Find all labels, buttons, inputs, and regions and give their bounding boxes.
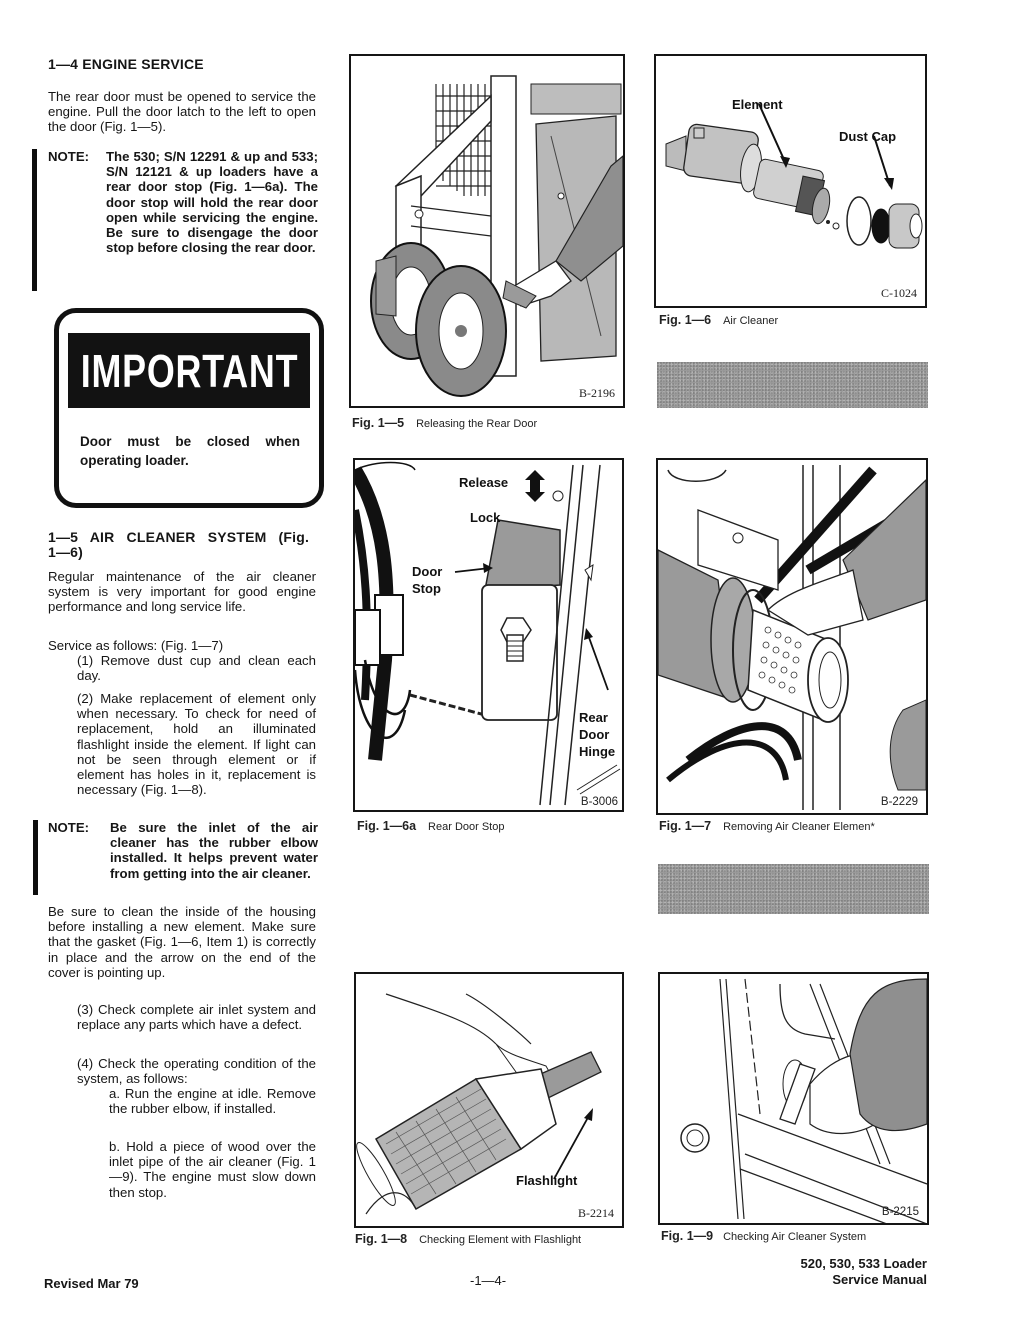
callout-dust-cap: Dust Cap xyxy=(839,129,897,144)
figure-caption-text: Releasing the Rear Door xyxy=(416,418,538,430)
figure-code: B-2215 xyxy=(881,1206,919,1218)
note-rubber-elbow xyxy=(48,820,318,881)
figure-caption-text: Checking Air Cleaner System xyxy=(723,1231,867,1243)
note-label: NOTE: xyxy=(48,820,90,835)
figure-1-6-caption xyxy=(659,313,778,327)
figure-1-9-checking-air-cleaner-system xyxy=(658,972,929,1225)
heading-line-1: 1—5 AIR CLEANER SYSTEM (Fig. xyxy=(48,529,310,545)
note-rear-door-stop xyxy=(48,149,318,255)
figure-1-9-caption xyxy=(661,1229,866,1243)
revision-bar xyxy=(32,149,37,291)
note-text: The 530; S/N 12291 & up and 533; S/N 12121 & up loaders have a rear door stop (Fig. 1—6a). The door stop will hold the rear door open while servicing the engine. Be sure to disengage the door stop before closing the rear door. xyxy=(106,149,318,256)
callout-lock: Lock xyxy=(470,510,501,525)
callout-door-stop xyxy=(412,563,442,597)
figure-code: B-2196 xyxy=(579,386,615,400)
halftone-placeholder-block xyxy=(658,864,929,914)
callout-line: Rear xyxy=(579,710,608,725)
figure-1-8-caption xyxy=(355,1232,581,1246)
note-text: Be sure the inlet of the air cleaner has the rubber elbow installed. It helps prevent water from getting into the air cleaner. xyxy=(110,820,318,881)
air-cleaner-system-illustration xyxy=(660,974,927,1223)
footer-page-number: -1—4- xyxy=(470,1273,507,1288)
important-banner xyxy=(68,333,310,408)
step-3: (3) Check complete air inlet system and replace any parts which have a defect. xyxy=(77,1002,316,1033)
figure-number: Fig. 1—8 xyxy=(355,1232,408,1246)
figure-number: Fig. 1—9 xyxy=(661,1229,714,1243)
air-cleaner-intro: Regular maintenance of the air cleaner system is very important for good engine performance and long service life. xyxy=(48,569,316,615)
housing-text: Be sure to clean the inside of the housing before installing a new element. Make sure that the gasket (Fig. 1—6, Item 1) is correctly in place and the arrow on the end of the cover is pointing up. xyxy=(48,904,316,980)
figure-code: C-1024 xyxy=(881,286,917,300)
step-4: (4) Check the operating condition of the system, as follows: xyxy=(77,1056,316,1087)
callout-element: Element xyxy=(732,97,783,112)
figure-code: B-3006 xyxy=(580,796,618,808)
callout-line: Hinge xyxy=(579,744,616,759)
important-sign xyxy=(54,308,324,508)
figure-caption-text: Rear Door Stop xyxy=(428,821,505,833)
callout-rear-door-hinge xyxy=(579,709,615,760)
figure-caption-text: Checking Element with Flashlight xyxy=(419,1234,582,1246)
figure-1-6-air-cleaner xyxy=(654,54,927,308)
footer-title-line-1: 520, 530, 533 Loader xyxy=(800,1256,927,1271)
figure-number: Fig. 1—6 xyxy=(659,313,712,327)
figure-caption-text: Air Cleaner xyxy=(723,315,779,327)
callout-flashlight: Flashlight xyxy=(516,1173,578,1188)
callout-line: Stop xyxy=(412,581,441,596)
engine-service-intro: The rear door must be opened to service the engine. Pull the door latch to the left to open the door (Fig. 1—5). xyxy=(48,89,316,135)
figure-1-5-releasing-rear-door xyxy=(349,54,625,408)
substep-a: a. Run the engine at idle. Remove the rubber elbow, if installed. xyxy=(109,1086,316,1117)
figure-number: Fig. 1—6a xyxy=(357,819,417,833)
step-1: (1) Remove dust cup and clean each day. xyxy=(77,653,316,684)
important-text: Door must be closed when operating loader. xyxy=(80,434,300,468)
callout-line: Door xyxy=(579,727,610,742)
section-heading-engine-service: 1—4 ENGINE SERVICE xyxy=(48,56,204,72)
loader-rear-door-illustration xyxy=(351,56,623,406)
figure-number: Fig. 1—7 xyxy=(659,819,712,833)
service-intro: Service as follows: (Fig. 1—7) xyxy=(48,638,224,653)
figure-1-8-checking-element-flashlight xyxy=(354,972,624,1228)
footer-title-line-2: Service Manual xyxy=(832,1272,927,1287)
air-cleaner-exploded-illustration xyxy=(656,56,925,306)
substep-b: b. Hold a piece of wood over the inlet pipe of the air cleaner (Fig. 1—9). The engine must slow down then stop. xyxy=(109,1139,316,1200)
halftone-placeholder-block xyxy=(657,362,928,408)
footer-revision-date: Revised Mar 79 xyxy=(44,1276,139,1291)
figure-1-6a-rear-door-stop xyxy=(353,458,624,812)
important-title: IMPORTANT xyxy=(80,344,298,397)
figure-caption-text: Removing Air Cleaner Elemen* xyxy=(723,821,875,833)
footer-manual-title xyxy=(801,1256,927,1288)
step-2: (2) Make replacement of element only when necessary. To check for need of replacement, hold an illuminated flashlight inside the element. If light can not be seen through element or if element has holes in it, replacement is necessary (Fig. 1—8). xyxy=(77,691,316,798)
callout-release: Release xyxy=(459,475,509,490)
revision-bar xyxy=(33,820,38,895)
flashlight-check-illustration xyxy=(356,974,622,1226)
figure-1-7-caption xyxy=(659,819,875,833)
section-heading-air-cleaner xyxy=(48,530,318,560)
figure-1-7-removing-element xyxy=(656,458,928,815)
figure-number: Fig. 1—5 xyxy=(352,416,405,430)
figure-1-5-caption xyxy=(352,416,537,430)
removing-element-illustration xyxy=(658,460,926,813)
note-label: NOTE: xyxy=(48,149,90,164)
figure-code: B-2229 xyxy=(880,796,918,808)
heading-line-2: 1—6) xyxy=(48,544,84,560)
figure-code: B-2214 xyxy=(578,1206,614,1220)
figure-1-6a-caption xyxy=(357,819,504,833)
callout-line: Door xyxy=(412,564,443,579)
